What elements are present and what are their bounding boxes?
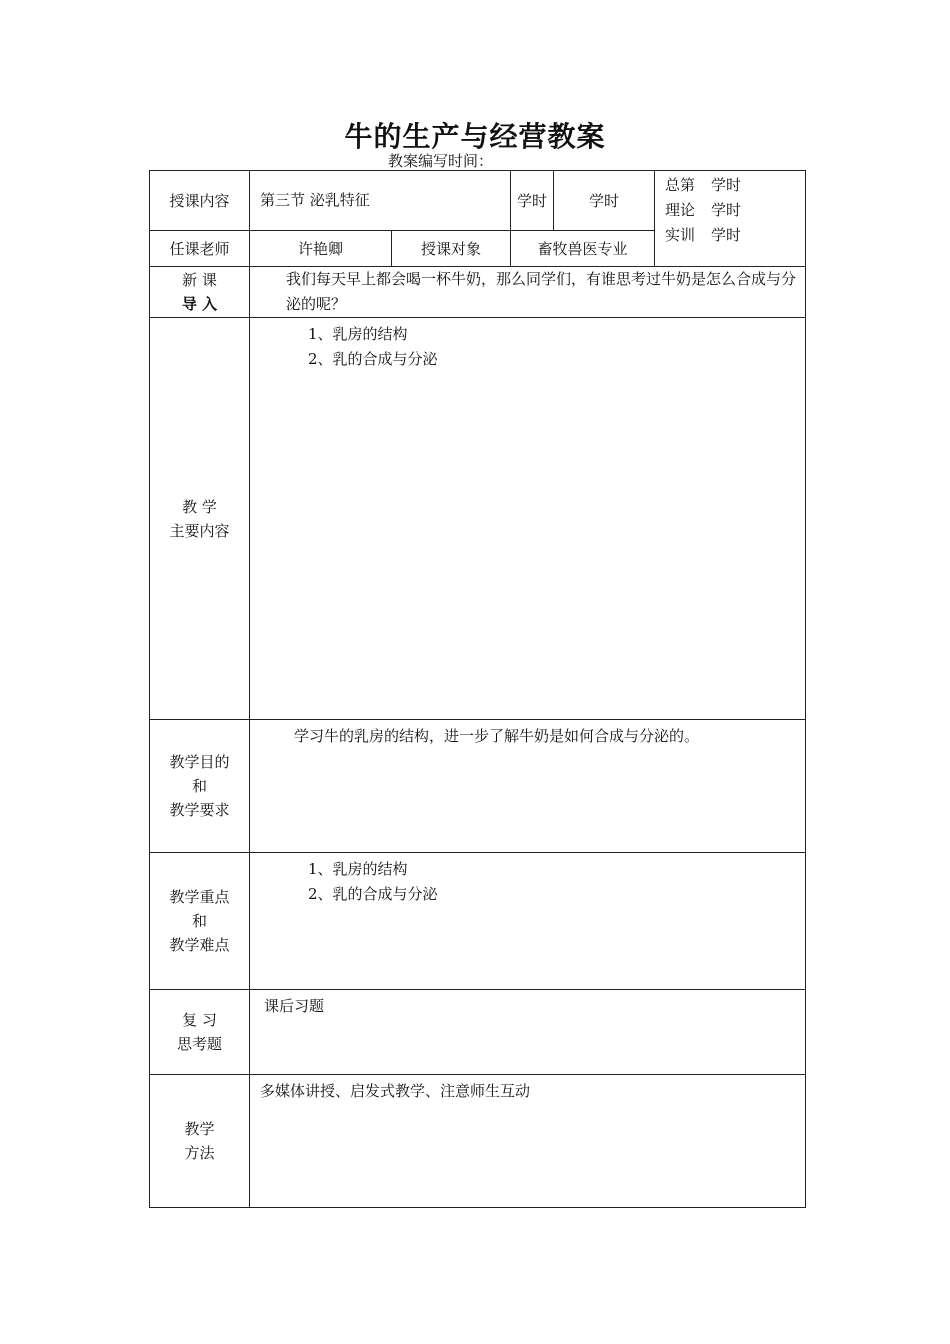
review-label: 复 习 思考题	[150, 990, 250, 1075]
list-item: 2、乳的合成与分泌	[308, 350, 438, 368]
intro-text: 我们每天早上都会喝一杯牛奶，那么同学们，有谁思考过牛奶是怎么合成与分泌的呢？	[250, 267, 806, 318]
stat-total: 总第 学时	[665, 176, 742, 194]
row-course-content	[150, 171, 806, 231]
document-subtitle: 教案编写时间：	[388, 152, 494, 170]
list-item: 1、乳房的结构	[308, 325, 408, 343]
hours-stats	[655, 171, 806, 267]
hours-cell-2: 学时	[554, 171, 655, 231]
teacher-value: 许艳卿	[250, 231, 392, 267]
row-key-points	[150, 853, 806, 990]
row-review	[150, 990, 806, 1075]
objectives-text: 学习牛的乳房的结构，进一步了解牛奶是如何合成与分泌的。	[250, 720, 806, 853]
main-content-list	[250, 318, 806, 720]
intro-label: 新 课 导 入	[150, 267, 250, 318]
row-method	[150, 1075, 806, 1208]
hours-cell-1: 学时	[511, 171, 554, 231]
main-content-label: 教 学 主要内容	[150, 318, 250, 720]
review-text: 课后习题	[250, 990, 806, 1075]
teacher-label: 任课老师	[150, 231, 250, 267]
row-objectives	[150, 720, 806, 853]
key-points-list	[250, 853, 806, 990]
audience-label: 授课对象	[392, 231, 511, 267]
audience-value: 畜牧兽医专业	[511, 231, 655, 267]
row-main-content	[150, 318, 806, 720]
course-content-label: 授课内容	[150, 171, 250, 231]
stat-practice: 实训 学时	[665, 226, 742, 244]
lesson-plan-table	[149, 170, 806, 1208]
key-points-label: 教学重点 和 教学难点	[150, 853, 250, 990]
objectives-label: 教学目的 和 教学要求	[150, 720, 250, 853]
course-content-value: 第三节 泌乳特征	[250, 171, 511, 231]
document-title: 牛的生产与经营教案	[344, 120, 606, 153]
stat-theory: 理论 学时	[665, 201, 742, 219]
list-item: 2、乳的合成与分泌	[308, 885, 438, 903]
list-item: 1、乳房的结构	[308, 860, 408, 878]
method-text: 多媒体讲授、启发式教学、注意师生互动	[250, 1075, 806, 1208]
row-intro	[150, 267, 806, 318]
method-label: 教学 方法	[150, 1075, 250, 1208]
